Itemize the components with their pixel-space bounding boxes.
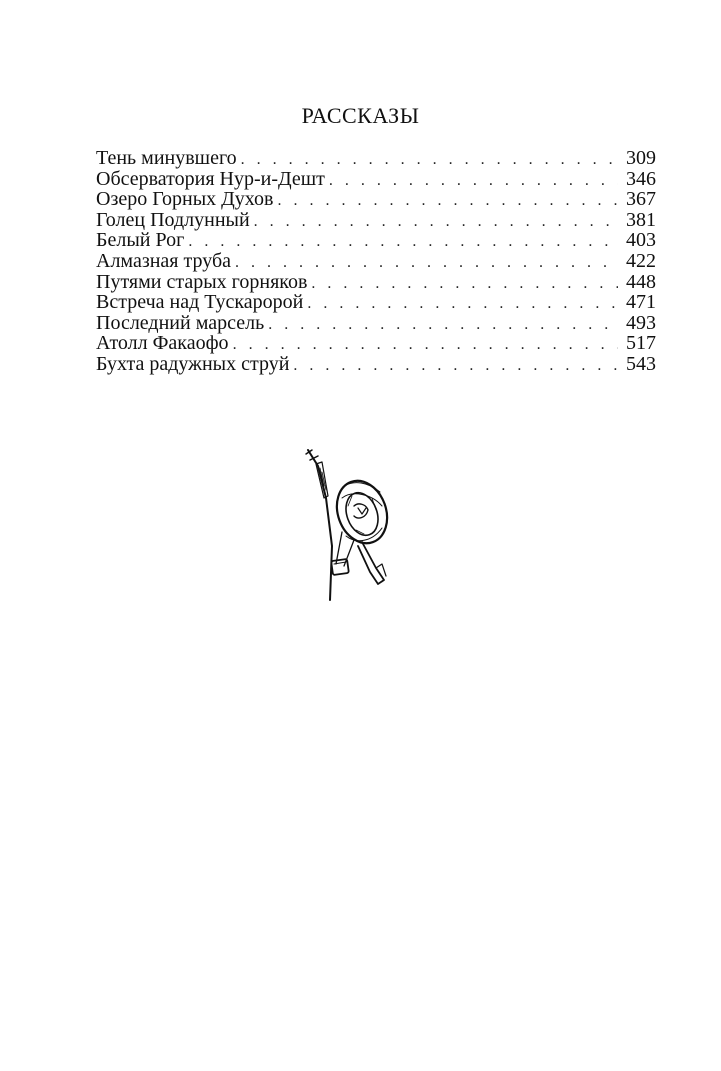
toc-entry-page: 381 [626,208,656,231]
toc-entry-page: 403 [626,229,656,252]
toc-leader-dots [233,335,618,356]
toc-entry-title: Тень минувшего [96,147,237,169]
toc-entry-title: Атолл Факаофо [96,332,229,355]
toc-entry-page: 493 [626,311,656,334]
table-of-contents [96,148,656,375]
toc-entry-page: 309 [626,147,656,169]
toc-entry-title: Алмазная труба [96,249,232,272]
toc-entry-page: 346 [626,167,656,190]
toc-entry[interactable] [96,189,656,210]
toc-entry-page: 471 [626,291,656,314]
toc-entry-page: 543 [626,352,656,375]
toc-leader-dots [254,212,618,233]
toc-entry-title: Озеро Горных Духов [96,188,274,211]
toc-entry[interactable] [96,251,656,272]
toc-entry[interactable] [96,230,656,251]
toc-leader-dots [268,315,618,336]
section-title: РАССКАЗЫ [301,103,420,128]
toc-entry[interactable] [96,292,656,313]
toc-entry-title: Встреча над Тускаророй [96,291,304,314]
toc-entry[interactable] [96,148,656,169]
toc-entry[interactable] [96,354,656,375]
toc-entry-title: Путями старых горняков [96,270,308,293]
toc-leader-dots [311,274,618,295]
toc-entry[interactable] [96,210,656,231]
toc-leader-dots [293,356,618,377]
toc-leader-dots [307,294,618,315]
toc-leader-dots [188,232,618,253]
toc-entry-page: 517 [626,332,656,355]
toc-entry-title: Последний марсель [96,311,265,334]
toc-entry-page: 422 [626,249,656,272]
toc-entry[interactable] [96,313,656,334]
toc-entry-title: Голец Подлунный [96,208,250,231]
hat-pick-vignette-icon [296,446,396,606]
toc-entry[interactable] [96,333,656,354]
toc-entry[interactable] [96,169,656,190]
toc-entry-page: 367 [626,188,656,211]
toc-entry-title: Белый Рог [96,229,185,252]
toc-entry-page: 448 [626,270,656,293]
toc-leader-dots [278,191,619,212]
toc-entry-title: Обсерватория Нур-и-Дешт [96,167,325,190]
toc-leader-dots [329,171,618,192]
toc-entry[interactable] [96,272,656,293]
toc-entry-title: Бухта радужных струй [96,352,290,375]
